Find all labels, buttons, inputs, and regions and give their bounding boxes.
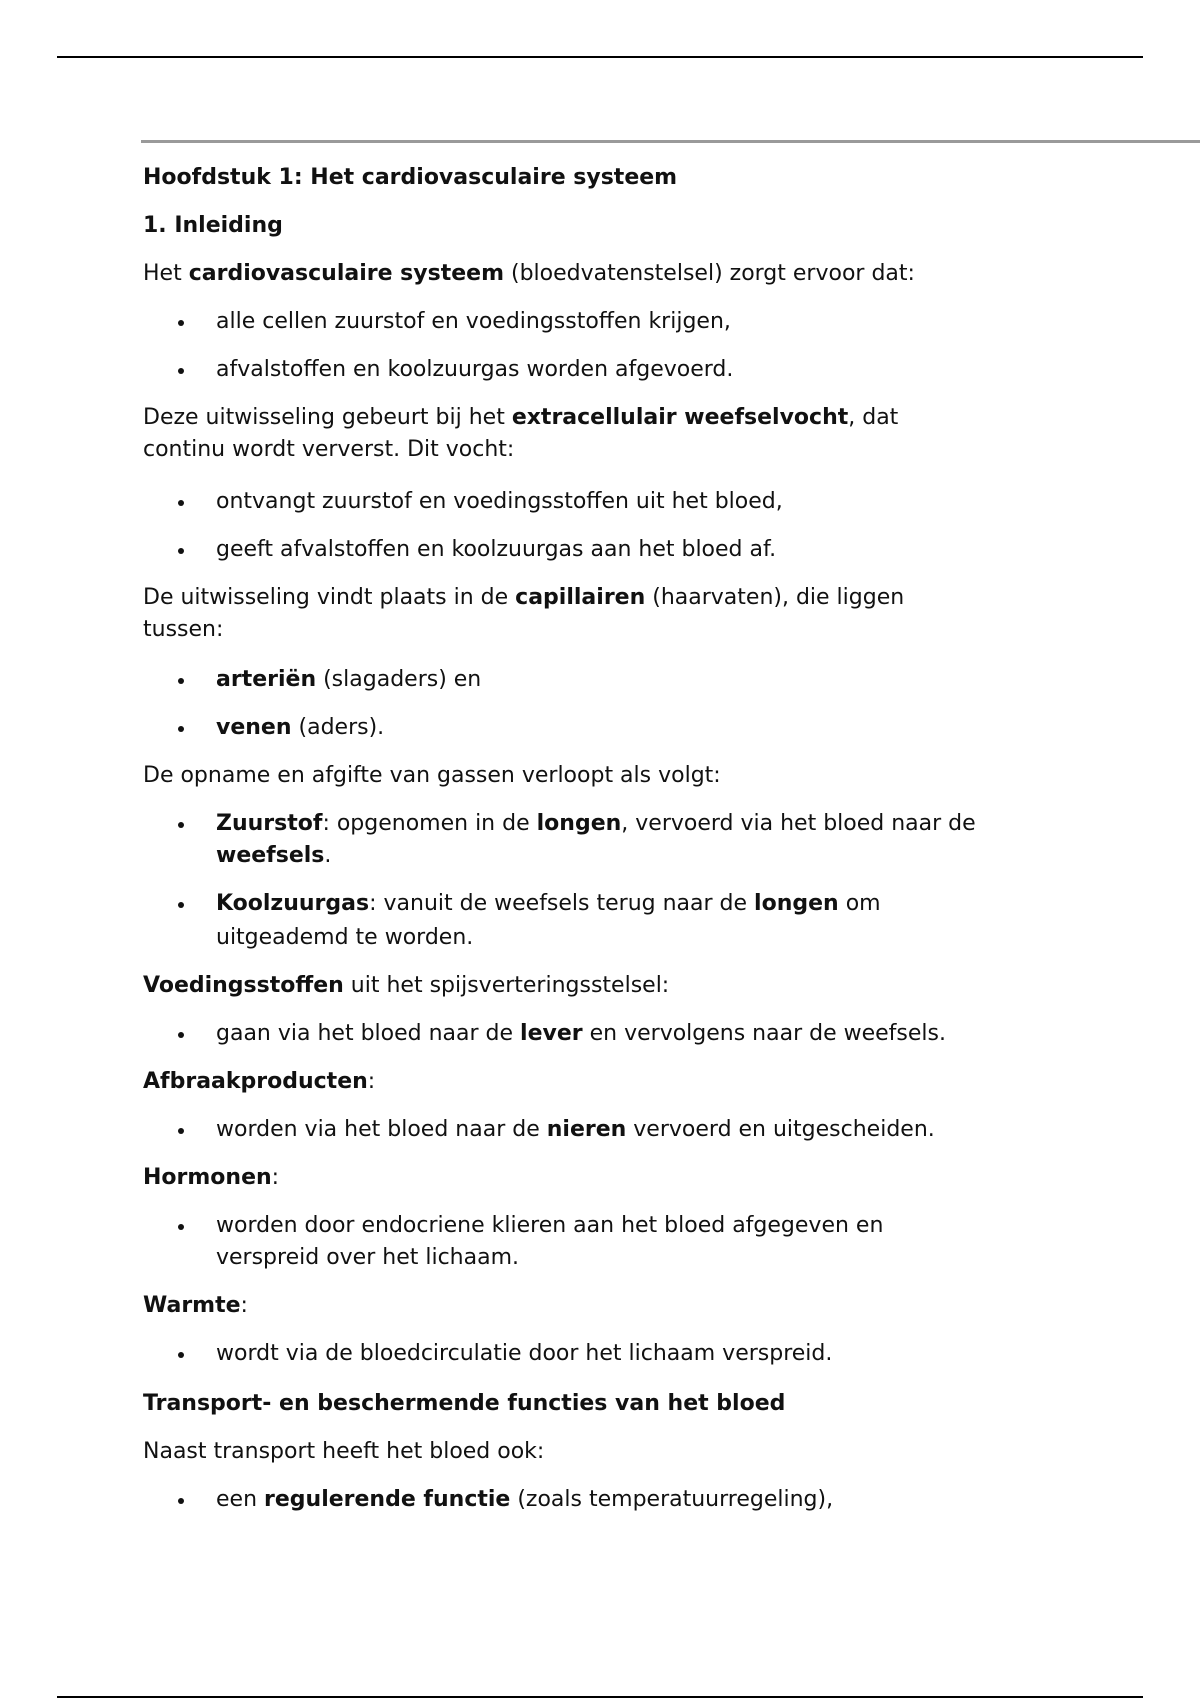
bullet-icon <box>178 1032 184 1038</box>
list-item: wordt via de bloedcirculatie door het lichaam verspreid. <box>216 1341 833 1366</box>
paragraph-nutrients: Voedingsstoffen uit het spijsverteringsstelsel: <box>143 973 670 998</box>
bullet-icon <box>178 1128 184 1134</box>
list-item: worden door endocriene klieren aan het bloed afgegeven en <box>216 1213 884 1238</box>
section-rule <box>141 140 1200 143</box>
bullet-icon <box>178 548 184 554</box>
list-item: arteriën (slagaders) en <box>216 667 482 692</box>
subheading: Transport- en beschermende functies van het bloed <box>143 1391 786 1416</box>
bullet-icon <box>178 678 184 684</box>
list-item: Koolzuurgas: vanuit de weefsels terug naar de longen om <box>216 891 881 916</box>
bullet-icon <box>178 1352 184 1358</box>
bullet-icon <box>178 902 184 908</box>
page-bottom-rule <box>57 1696 1143 1698</box>
list-item: een regulerende functie (zoals temperatuurregeling), <box>216 1487 834 1512</box>
list-item-cont: uitgeademd te worden. <box>216 925 474 950</box>
list-item: gaan via het bloed naar de lever en vervolgens naar de weefsels. <box>216 1021 946 1046</box>
paragraph-heat: Warmte: <box>143 1293 248 1318</box>
list-item: geeft afvalstoffen en koolzuurgas aan het bloed af. <box>216 537 777 562</box>
chapter-heading: Hoofdstuk 1: Het cardiovasculaire systeem <box>143 165 678 190</box>
list-item: venen (aders). <box>216 715 385 740</box>
list-item: alle cellen zuurstof en voedingsstoffen krijgen, <box>216 309 731 334</box>
paragraph-functions: Naast transport heeft het bloed ook: <box>143 1439 545 1464</box>
bullet-icon <box>178 368 184 374</box>
paragraph-capillaries: De uitwisseling vindt plaats in de capillairen (haarvaten), die liggen <box>143 585 905 610</box>
paragraph-intro: Het cardiovasculaire systeem (bloedvatenstelsel) zorgt ervoor dat: <box>143 261 915 286</box>
list-item-cont: weefsels. <box>216 843 332 868</box>
paragraph-exchange-cont: continu wordt ververst. Dit vocht: <box>143 437 515 462</box>
list-item: Zuurstof: opgenomen in de longen, vervoerd via het bloed naar de <box>216 811 976 836</box>
bullet-icon <box>178 320 184 326</box>
list-item: afvalstoffen en koolzuurgas worden afgevoerd. <box>216 357 734 382</box>
paragraph-hormones: Hormonen: <box>143 1165 280 1190</box>
bullet-icon <box>178 1224 184 1230</box>
paragraph-exchange: Deze uitwisseling gebeurt bij het extracellulair weefselvocht, dat <box>143 405 899 430</box>
paragraph-capillaries-cont: tussen: <box>143 617 224 642</box>
section-heading: 1. Inleiding <box>143 213 283 238</box>
paragraph-gases: De opname en afgifte van gassen verloopt als volgt: <box>143 763 721 788</box>
list-item: worden via het bloed naar de nieren vervoerd en uitgescheiden. <box>216 1117 935 1142</box>
list-item-cont: verspreid over het lichaam. <box>216 1245 519 1270</box>
bullet-icon <box>178 822 184 828</box>
bullet-icon <box>178 1498 184 1504</box>
bullet-icon <box>178 726 184 732</box>
list-item: ontvangt zuurstof en voedingsstoffen uit het bloed, <box>216 489 783 514</box>
paragraph-waste: Afbraakproducten: <box>143 1069 376 1094</box>
bullet-icon <box>178 500 184 506</box>
page-top-rule <box>57 56 1143 58</box>
